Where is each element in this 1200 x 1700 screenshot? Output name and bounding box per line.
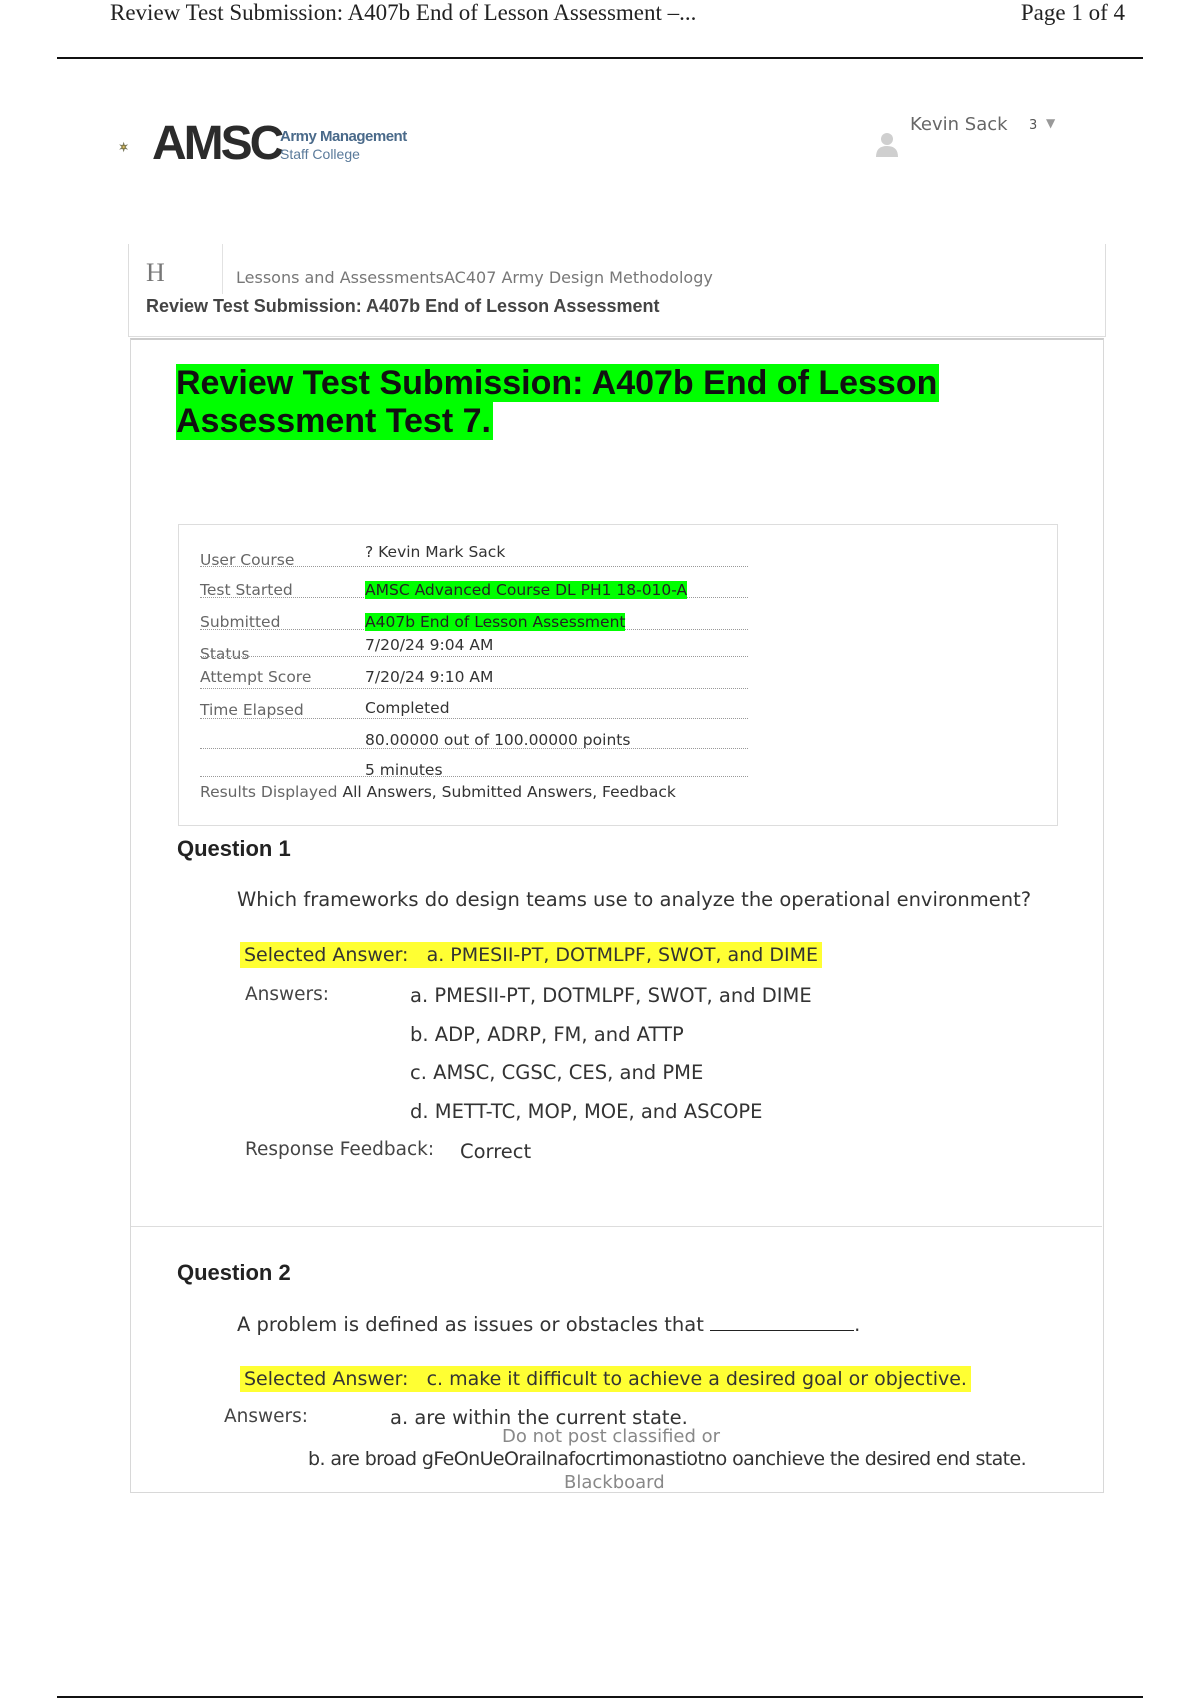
summary-row-divider bbox=[200, 688, 748, 689]
question-2-answers-label: Answers: bbox=[224, 1406, 309, 1427]
page-title bbox=[176, 364, 939, 440]
value-status: Completed bbox=[365, 699, 450, 717]
breadcrumb-divider bbox=[222, 244, 223, 294]
watermark-line2: Blackboard bbox=[564, 1472, 665, 1493]
page-title-line1: Review Test Submission: A407b End of Lesson bbox=[176, 364, 938, 402]
value-started: 7/20/24 9:04 AM bbox=[365, 636, 494, 654]
question-2-text-row bbox=[237, 1312, 860, 1336]
question-1-answer-option: a. PMESII-PT, DOTMLPF, SWOT, and DIME bbox=[410, 984, 812, 1007]
selected-answer-value: c. make it difficult to achieve a desired goal or objective. bbox=[426, 1368, 967, 1390]
question-1-answers-label: Answers: bbox=[245, 984, 330, 1005]
selected-answer-value: a. PMESII-PT, DOTMLPF, SWOT, and DIME bbox=[426, 944, 818, 966]
question-1-feedback-value: Correct bbox=[460, 1140, 532, 1163]
value-test-name: A407b End of Lesson Assessment bbox=[365, 613, 626, 631]
selected-answer-label: Selected Answer: bbox=[244, 944, 409, 966]
question-2-header: Question 2 bbox=[177, 1260, 291, 1285]
selected-answer-label: Selected Answer: bbox=[244, 1368, 409, 1390]
print-header-title: Review Test Submission: A407b End of Lesson Assessment –... bbox=[110, 0, 697, 25]
fill-in-blank-line bbox=[710, 1312, 854, 1331]
summary-row-divider bbox=[200, 776, 748, 777]
print-header-rule bbox=[57, 57, 1143, 59]
value-attempt-score: 80.00000 out of 100.00000 points bbox=[365, 731, 631, 749]
watermark-line1: Do not post classified or bbox=[502, 1426, 721, 1447]
question-1-answer-option: d. METT-TC, MOP, MOE, and ASCOPE bbox=[410, 1100, 763, 1123]
notification-count-badge[interactable]: 3 bbox=[1029, 118, 1038, 133]
user-avatar-icon[interactable] bbox=[874, 130, 900, 158]
label-user-course: User Course bbox=[200, 551, 295, 569]
breadcrumb-path[interactable]: Lessons and AssessmentsAC407 Army Design Methodology bbox=[236, 268, 713, 287]
value-time-elapsed: 5 minutes bbox=[365, 761, 443, 779]
question-divider bbox=[131, 1226, 1102, 1227]
logo-subtitle-line2: Staff College bbox=[280, 146, 360, 162]
label-time-elapsed: Time Elapsed bbox=[200, 701, 304, 719]
question-1-text: Which frameworks do design teams use to analyze the operational environment? bbox=[237, 888, 1032, 911]
question-2-text-end: . bbox=[854, 1313, 861, 1336]
user-name-link[interactable]: Kevin Sack bbox=[910, 114, 1008, 135]
question-1-selected-answer bbox=[240, 944, 822, 966]
label-attempt-score: Attempt Score bbox=[200, 668, 312, 686]
breadcrumb-panel bbox=[128, 244, 1106, 337]
page-title-line2: Assessment Test 7. bbox=[176, 402, 491, 440]
question-2-answer-option: b. are broad gFeOnUeOrailnafocrtimonastiotno oanchieve the desired end state. bbox=[308, 1448, 1027, 1470]
question-1-answer-option: b. ADP, ADRP, FM, and ATTP bbox=[410, 1023, 684, 1046]
label-submitted: Submitted bbox=[200, 613, 281, 631]
label-results-displayed: Results Displayed bbox=[200, 783, 338, 801]
question-2-selected-answer bbox=[240, 1368, 971, 1390]
home-icon[interactable]: H bbox=[146, 258, 165, 287]
question-1-answer-option: c. AMSC, CGSC, CES, and PME bbox=[410, 1061, 704, 1084]
value-submitted: 7/20/24 9:10 AM bbox=[365, 668, 494, 686]
question-1-feedback-label: Response Feedback: bbox=[245, 1139, 435, 1160]
value-course: AMSC Advanced Course DL PH1 18-010-A bbox=[365, 581, 688, 599]
question-1-header: Question 1 bbox=[177, 836, 291, 861]
results-displayed-row bbox=[200, 782, 676, 801]
summary-row-divider bbox=[200, 656, 748, 657]
chevron-down-icon[interactable]: ▼ bbox=[1046, 116, 1056, 130]
value-results-displayed: All Answers, Submitted Answers, Feedback bbox=[342, 783, 676, 801]
question-2-text: A problem is defined as issues or obstacles that bbox=[237, 1313, 704, 1336]
question-2-answer-option: a. are within the current state. bbox=[390, 1406, 688, 1429]
logo-subtitle-line1: Army Management bbox=[280, 128, 407, 145]
value-user: ? Kevin Mark Sack bbox=[365, 543, 506, 561]
print-page-number: Page 1 of 4 bbox=[1020, 0, 1125, 25]
logo-wordmark: AMSC bbox=[152, 117, 282, 170]
summary-row-divider bbox=[200, 718, 748, 719]
label-test-started: Test Started bbox=[200, 581, 293, 599]
label-status: Status bbox=[200, 645, 250, 663]
breadcrumb-current-page: Review Test Submission: A407b End of Lesson Assessment bbox=[146, 296, 660, 316]
print-footer-rule bbox=[57, 1696, 1143, 1698]
summary-row-divider bbox=[200, 566, 748, 567]
